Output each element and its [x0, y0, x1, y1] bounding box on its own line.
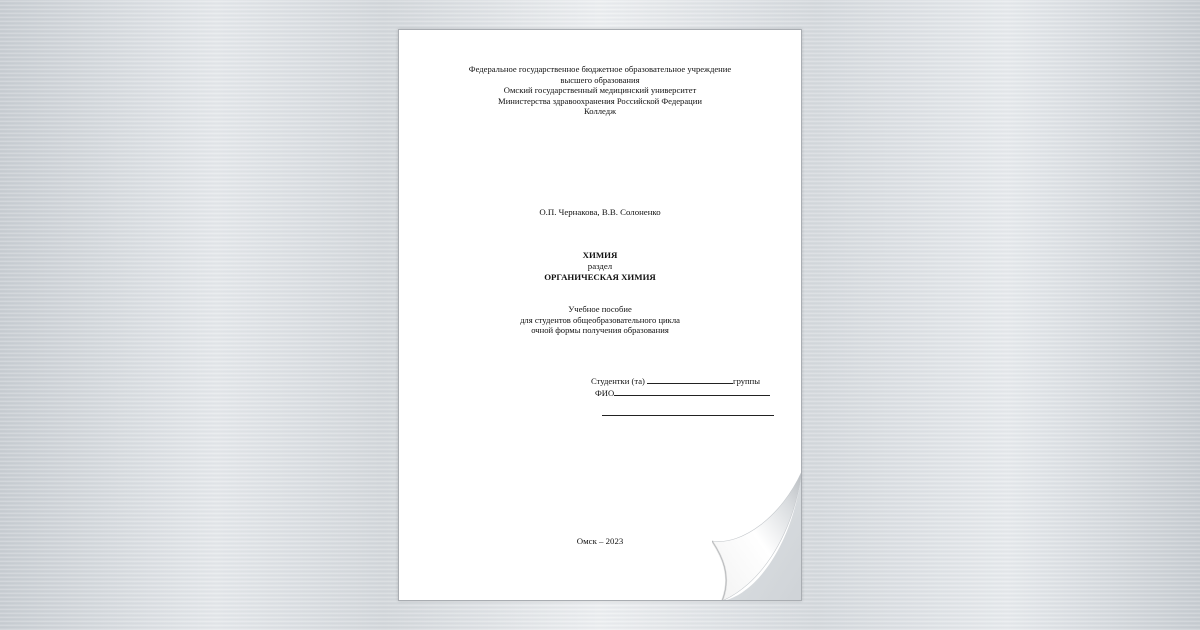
extra-blank-line: [602, 415, 774, 416]
section-word: раздел: [587, 261, 613, 271]
student-label: Студентки (та): [591, 376, 645, 386]
description-line: для студентов общеобразовательного цикла: [520, 314, 680, 325]
institution-header: [399, 64, 801, 117]
fio-line: [595, 387, 770, 398]
fio-label: ФИО: [595, 388, 615, 398]
description-block: [399, 304, 801, 336]
description-line: Учебное пособие: [568, 304, 632, 314]
fio-blank: [614, 387, 770, 396]
subject-title: ХИМИЯ: [582, 250, 618, 260]
title-block: [399, 250, 801, 283]
city-year: Омск – 2023: [576, 536, 624, 546]
header-line: высшего образования: [560, 74, 640, 85]
header-line: Омский государственный медицинский университет: [503, 85, 697, 96]
student-group-line: [591, 375, 760, 386]
page-curl-graphic: [712, 471, 802, 601]
header-line: Министерства здравоохранения Российской Федерации: [498, 95, 702, 106]
header-line: Колледж: [583, 106, 617, 117]
group-blank: [647, 375, 733, 384]
section-title: ОРГАНИЧЕСКАЯ ХИМИЯ: [544, 272, 656, 282]
authors: О.П. Чернакова, В.В. Солоненко: [539, 207, 661, 217]
group-label: группы: [733, 376, 761, 386]
description-line: очной формы получения образования: [531, 325, 669, 336]
header-line: Федеральное государственное бюджетное образовательное учреждение: [468, 64, 732, 74]
document-page: [398, 29, 802, 601]
